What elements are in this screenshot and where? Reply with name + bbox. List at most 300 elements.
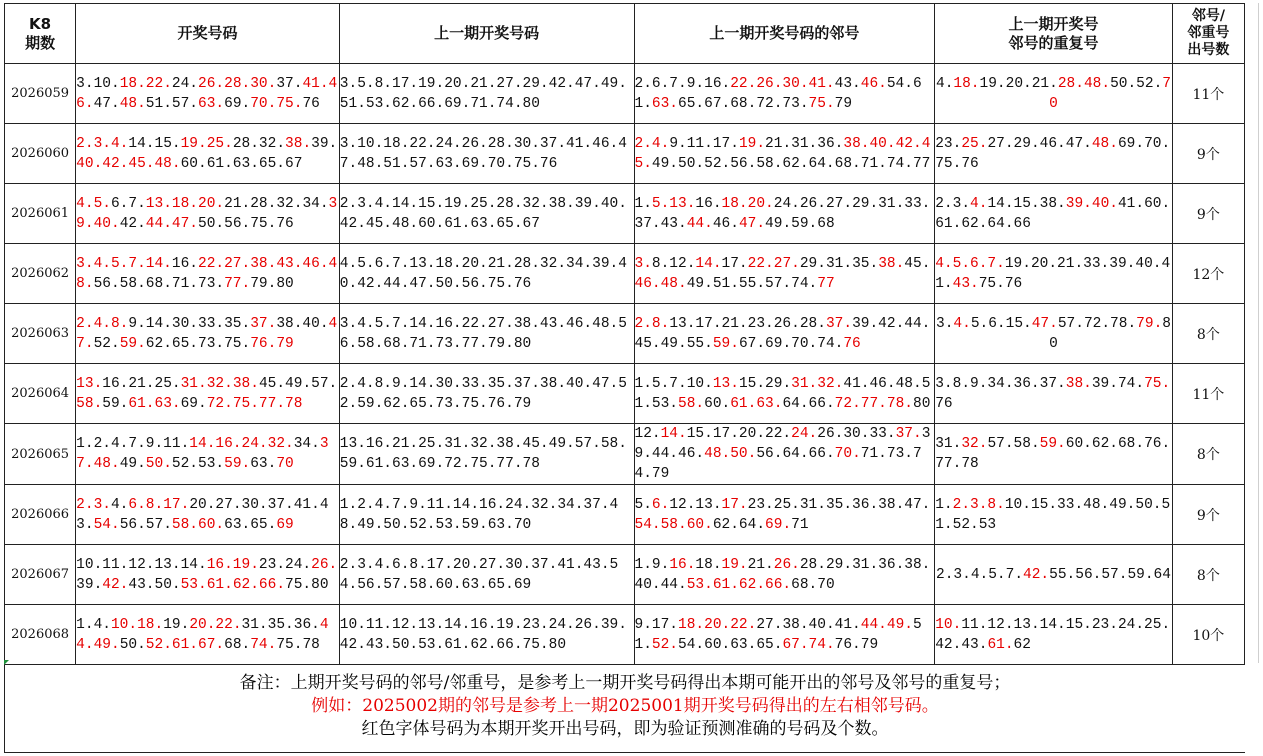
period-cell[interactable]: 2026063 [5, 304, 76, 364]
number: 26.30.33. [817, 426, 896, 442]
hit-number: 59. [224, 456, 251, 472]
number: 59. [102, 395, 129, 412]
hit-number: 76 [843, 335, 861, 352]
cell-corner-marker [4, 660, 9, 665]
hit-number: 31.32.38. [180, 375, 259, 392]
number: 10.11.12.13.14. [76, 556, 207, 573]
hit-number: 48. [1091, 135, 1118, 152]
number: 4. [110, 496, 129, 513]
hit-number: 18. [953, 75, 980, 92]
number: 3. [936, 315, 954, 332]
number: 27.38.40.41. [756, 616, 861, 633]
numbers-cell[interactable] [76, 364, 340, 424]
number: 75.76 [978, 275, 1023, 292]
number: 62.64. [712, 516, 766, 533]
hit-number: 70. [834, 446, 861, 462]
number: 76 [935, 395, 953, 412]
number: 21. [747, 556, 774, 573]
hit-number: 52. [651, 636, 679, 653]
hit-number: 58.60. [171, 516, 225, 533]
header-period[interactable]: K8 期数 [5, 4, 76, 64]
hit-number: 18.22. [119, 75, 172, 92]
number: 24. [171, 75, 199, 92]
header-prev-neighbor-repeats[interactable]: 上一期开奖号 邻号的重复号 [935, 4, 1173, 64]
hit-number: 74. [250, 636, 277, 653]
hit-number: 31.32. [791, 375, 844, 392]
repeats-cell[interactable] [935, 64, 1173, 124]
hit-number: 44. [686, 215, 713, 232]
number: 23.24. [258, 556, 312, 573]
hit-number: 39.40. [1065, 195, 1118, 212]
number: 60. [704, 395, 731, 412]
neighbors-cell[interactable] [634, 424, 935, 485]
number: 37. [276, 75, 303, 92]
count-cell[interactable]: 8个 [1172, 545, 1244, 605]
table-row [5, 184, 1245, 244]
count-cell[interactable]: 11个 [1172, 64, 1244, 124]
hit-number: 58. [76, 395, 103, 412]
number: 75.78 [276, 636, 320, 653]
number: 3.10. [76, 75, 120, 92]
hit-number: 13. [76, 375, 103, 392]
hit-number: 46. [860, 75, 887, 92]
hit-number: 37.48. [76, 436, 329, 472]
number: 49.50.52.56.58.62.64.68.71.74.77 [651, 155, 931, 172]
number: 2.3. [935, 195, 971, 212]
number: 6.7. [110, 195, 146, 212]
hit-number: 47. [1031, 315, 1058, 332]
table-row [5, 424, 1245, 485]
hit-number: 58. [678, 395, 705, 412]
period-cell[interactable]: 2026060 [5, 124, 76, 184]
number: 57.72.78. [1057, 315, 1137, 332]
hit-number: 76.79 [250, 335, 294, 352]
number: 62.65.73.75. [145, 335, 251, 352]
hit-number: 24. [791, 426, 818, 442]
hit-number: 50. [145, 456, 172, 472]
number: 29.31.35. [799, 255, 879, 272]
numbers-cell[interactable] [76, 424, 340, 485]
header-prev-neighbors[interactable]: 上一期开奖号码的邻号 [634, 4, 935, 64]
number: 19.20.21. [979, 75, 1058, 92]
number: 1. [634, 195, 652, 212]
number: 60.61.63.65.67 [180, 155, 303, 172]
hit-number: 46.48. [634, 275, 687, 292]
hit-number: 2.3. [76, 496, 111, 513]
number: 34. [293, 436, 320, 452]
number: 65.67.68.72.73. [678, 95, 809, 112]
hit-number: 48.50. [704, 446, 757, 462]
number: 79 [834, 95, 853, 112]
number: 14.15.38. [987, 195, 1066, 212]
number: 39. [76, 576, 103, 593]
hit-number: 72.75.77.78 [206, 395, 303, 412]
number: 50. [119, 636, 146, 653]
number: 49.51.55.57.74. [686, 275, 818, 292]
number: 28.29.31.36.38.40.44. [634, 556, 931, 593]
hit-number: 38. [878, 255, 905, 272]
hit-number: 14.16. [189, 436, 242, 452]
notes-box[interactable] [4, 663, 1245, 753]
number: 52.53. [171, 456, 225, 472]
count-cell[interactable]: 11个 [1172, 364, 1244, 424]
hit-number: 4. [970, 195, 988, 212]
number: 69. [180, 395, 207, 412]
number: 64.66. [782, 395, 835, 412]
hit-number: 61.63. [128, 395, 181, 412]
number: 49.59.68 [765, 215, 835, 232]
table-row [5, 605, 1245, 665]
hit-number: 48. [119, 95, 146, 112]
note-line-3: 红色字体号码为本期开奖开出号码，即为验证预测准确的号码及个数。 [361, 719, 889, 739]
number: 8.12. [651, 255, 696, 272]
hit-number: 54.58.60. [634, 516, 713, 533]
hit-number: 75. [808, 95, 835, 112]
hit-number: 79. [1136, 315, 1163, 332]
hit-number: 39.40. [76, 195, 338, 232]
count-cell[interactable]: 9个 [1172, 124, 1244, 184]
count-cell[interactable]: 10个 [1172, 605, 1244, 665]
hit-number: 17. [721, 496, 748, 513]
numbers-cell[interactable] [76, 184, 340, 244]
number: 1.5.7.10. [634, 375, 713, 392]
number: 62 [1013, 636, 1031, 653]
number: 1.2.4.7.9.11. [76, 436, 190, 452]
period-cell[interactable]: 2026059 [5, 64, 76, 124]
prev-numbers-cell[interactable]: 4.5.6.7.13.18.20.21.28.32.34.39.40.42.44.47.50.56.75.76 [339, 244, 634, 304]
hit-number: 44.49. [860, 616, 913, 633]
number: 47. [93, 95, 120, 112]
neighbors-cell[interactable] [634, 124, 935, 184]
prev-numbers-cell[interactable]: 10.11.12.13.14.16.19.23.24.26.39.42.43.50.53.61.62.66.75.80 [339, 605, 634, 665]
number: 46. [712, 215, 739, 232]
hit-number: 41.46. [76, 75, 338, 112]
table-row [5, 64, 1245, 124]
number: 19.20.21.33.39.40.41. [935, 255, 1171, 292]
hit-number: 2.3.4. [76, 135, 129, 152]
number: 21.28.32.34. [224, 195, 329, 212]
numbers-cell[interactable] [76, 64, 340, 124]
number: 1.4. [76, 616, 111, 633]
prev-numbers-cell[interactable]: 1.2.4.7.9.11.14.16.24.32.34.37.48.49.50.52.53.59.63.70 [339, 485, 634, 545]
hit-number: 44.49. [76, 616, 329, 653]
number: 28.32. [232, 135, 286, 152]
hit-number: 2.4.8. [76, 315, 129, 332]
hit-number: 37. [895, 426, 922, 442]
hit-number: 16. [669, 556, 696, 573]
hit-number: 75. [1144, 375, 1171, 392]
number: 39.44.46. [634, 426, 931, 462]
number: 27.29.46.47. [987, 135, 1092, 152]
note-line-1: 备注：上期开奖号码的邻号/邻重号，是参考上一期开奖号码得出本期可能开出的邻号及邻号的重复号； [239, 673, 1011, 693]
number: 43.50. [128, 576, 181, 593]
period-cell[interactable]: 2026068 [5, 605, 76, 665]
prev-numbers-cell[interactable]: 13.16.21.25.31.32.38.45.49.57.58.59.61.63.69.72.75.77.78 [339, 424, 634, 485]
number: 1. [935, 496, 953, 513]
number: 3.8.9.34.36.37. [935, 375, 1066, 392]
prev-numbers-cell[interactable]: 3.10.18.22.24.26.28.30.37.41.46.47.48.51.57.63.69.70.75.76 [339, 124, 634, 184]
number: 16.21.25. [102, 375, 181, 392]
hit-number: 3. [634, 255, 652, 272]
number: 50.56.75.76 [198, 215, 294, 232]
repeats-cell[interactable] [935, 184, 1173, 244]
hit-number: 61. [987, 636, 1014, 653]
period-cell[interactable]: 2026065 [5, 424, 76, 485]
hit-number: 59. [119, 335, 146, 352]
header-prev-numbers[interactable]: 上一期开奖号码 [339, 4, 634, 64]
number: 15.29. [738, 375, 792, 392]
hit-number: 5.13. [651, 195, 696, 212]
number: 21.31.36. [765, 135, 844, 152]
number: 67.69.70.74. [738, 335, 844, 352]
hit-number: 6. [651, 496, 670, 513]
number: 69. [224, 95, 251, 112]
neighbors-cell[interactable] [634, 364, 935, 424]
number: 54.61. [634, 75, 922, 112]
hit-number: 77. [224, 275, 251, 292]
hit-number: 10. [935, 616, 962, 633]
hit-number: 37. [825, 315, 853, 332]
prev-numbers-cell[interactable]: 3.5.8.17.19.20.21.27.29.42.47.49.51.53.62.66.69.71.74.80 [339, 64, 634, 124]
hit-number: 59. [712, 335, 739, 352]
number: 45. [904, 255, 931, 272]
period-cell[interactable]: 2026066 [5, 485, 76, 545]
hit-number: 63. [198, 95, 225, 112]
hit-number: 42. [1023, 566, 1050, 583]
number: 14.15. [128, 135, 181, 152]
hit-number: 53.61.62.66. [686, 576, 792, 593]
lottery-table [4, 3, 1245, 665]
number: 69.70.75.76 [935, 135, 1171, 172]
number: 16. [695, 195, 722, 212]
number: 20.27.30.37.41.43. [76, 496, 329, 533]
number: 56.64.66. [756, 446, 835, 462]
hit-number: 13. [712, 375, 739, 392]
repeats-cell[interactable] [935, 364, 1173, 424]
number: 9.17. [634, 616, 679, 633]
hit-number: 38. [1065, 375, 1092, 392]
table-row [5, 124, 1245, 184]
number: 68.70 [791, 576, 835, 593]
hit-number: 13.18.20. [145, 195, 225, 212]
number: 80 [1049, 315, 1171, 352]
hit-number: 26.28.30. [198, 75, 277, 92]
count-cell[interactable]: 9个 [1172, 184, 1244, 244]
neighbors-cell[interactable] [634, 304, 935, 364]
number: 57.58. [987, 436, 1040, 452]
number: 39.42.44.45.49.55. [634, 315, 931, 352]
prev-numbers-cell[interactable]: 2.3.4.14.15.19.25.28.32.38.39.40.42.45.48.60.61.63.65.67 [339, 184, 634, 244]
neighbors-cell[interactable] [634, 244, 935, 304]
hit-number: 22.26.30.41. [730, 75, 835, 92]
number: 54.60.63.65. [678, 636, 783, 653]
prev-numbers-cell[interactable]: 2.4.8.9.14.30.33.35.37.38.40.47.52.59.62.65.73.75.76.79 [339, 364, 634, 424]
hit-number: 26. [773, 556, 800, 573]
header-numbers[interactable]: 开奖号码 [76, 4, 340, 64]
hit-number: 42. [102, 576, 129, 593]
hit-number: 18.20. [721, 195, 774, 212]
table-row [5, 244, 1245, 304]
number: 75.80 [285, 576, 329, 593]
count-cell[interactable]: 12个 [1172, 244, 1244, 304]
hit-number: 37. [250, 315, 277, 332]
neighbors-cell[interactable] [634, 485, 935, 545]
hit-number: 54. [93, 516, 120, 533]
numbers-cell[interactable] [76, 304, 340, 364]
neighbors-cell[interactable] [634, 184, 935, 244]
hit-number: 43. [952, 275, 979, 292]
prev-numbers-cell[interactable]: 3.4.5.7.14.16.22.27.38.43.46.48.56.58.68.71.73.77.79.80 [339, 304, 634, 364]
number: 23. [935, 135, 962, 152]
numbers-cell[interactable] [76, 244, 340, 304]
header-count[interactable]: 邻号/ 邻重号 出号数 [1172, 4, 1244, 64]
number: 41.60.61.62.64.66 [935, 195, 1171, 232]
period-cell[interactable]: 2026067 [5, 545, 76, 605]
repeats-cell[interactable] [935, 545, 1173, 605]
hit-number: 38. [285, 135, 312, 152]
hit-number: 18.20.22. [678, 616, 757, 633]
neighbors-cell[interactable] [634, 605, 935, 665]
hit-number: 59. [1039, 436, 1066, 452]
number: 79.80 [250, 275, 294, 292]
number: 5. [634, 496, 652, 513]
period-cell[interactable]: 2026061 [5, 184, 76, 244]
number: 43. [834, 75, 861, 92]
hit-number: 22.27.38.43.46.48. [76, 255, 338, 292]
numbers-cell[interactable] [76, 124, 340, 184]
number: 13.17.21.23.26.28. [669, 315, 826, 332]
hit-number: 19.25. [180, 135, 233, 152]
hit-number: 19. [738, 135, 766, 152]
hit-number: 22.27. [747, 255, 800, 272]
table-row [5, 545, 1245, 605]
number: 31.35.36. [241, 616, 320, 633]
repeats-cell[interactable] [935, 424, 1173, 485]
hit-number: 4. [953, 315, 971, 332]
number: 56.58.68.71.73. [93, 275, 225, 292]
hit-number: 14. [660, 426, 687, 442]
repeats-cell[interactable] [935, 124, 1173, 184]
hit-number: 44.47. [145, 215, 199, 232]
hit-number: 6.8.17. [128, 496, 190, 513]
numbers-cell[interactable] [76, 605, 340, 665]
neighbors-cell[interactable] [634, 64, 935, 124]
number: 2.6.7.9.16. [634, 75, 731, 92]
number: 38.40. [276, 315, 329, 332]
number: 51. [634, 616, 922, 653]
repeats-cell[interactable] [935, 304, 1173, 364]
number: 23.25.31.35.36.38.47. [747, 496, 931, 513]
number: 52. [93, 335, 120, 352]
hit-number: 69 [276, 516, 294, 533]
neighbors-cell[interactable] [634, 545, 935, 605]
number: 4. [936, 75, 954, 92]
hit-number: 4.5.6.7. [935, 255, 1005, 272]
number: 24.26.27.29.31.33.37.43. [634, 195, 931, 232]
number: 76.79 [834, 636, 879, 653]
count-cell[interactable]: 9个 [1172, 485, 1244, 545]
hit-number: 26. [311, 556, 338, 573]
hit-number: 47. [738, 215, 766, 232]
hit-number: 53.61.62.66. [180, 576, 286, 593]
number: 16. [171, 255, 198, 272]
hit-number: 47. [76, 315, 338, 352]
number: 42. [119, 215, 146, 232]
number: 41.46.48.51.53. [634, 375, 931, 412]
number: 63.65. [224, 516, 277, 533]
repeats-cell[interactable] [935, 605, 1173, 665]
number: 9.11.17. [669, 135, 739, 152]
hit-number: 67.74. [782, 636, 835, 653]
number: 71.73.74.79 [634, 446, 922, 482]
number: 50.52. [1110, 75, 1163, 92]
number: 63. [250, 456, 277, 472]
number: 19. [163, 616, 190, 633]
number: 10.15.33.48.49.50.51.52.53 [935, 496, 1171, 533]
number: 11.12.13.14.15.23.24.25.42.43. [935, 616, 1171, 653]
repeats-cell[interactable] [935, 485, 1173, 545]
hit-number: 20.22. [189, 616, 242, 633]
hit-number: 2.8. [634, 315, 670, 332]
number: 9.14.30.33.35. [128, 315, 251, 332]
period-cell[interactable]: 2026064 [5, 364, 76, 424]
number: 68. [224, 636, 251, 653]
count-cell[interactable]: 8个 [1172, 424, 1244, 485]
number: 71 [791, 516, 809, 533]
numbers-cell[interactable] [76, 545, 340, 605]
hit-number: 14. [695, 255, 722, 272]
number: 15.17.20.22. [686, 426, 792, 442]
prev-numbers-cell[interactable]: 2.3.4.6.8.17.20.27.30.37.41.43.54.56.57.58.60.63.65.69 [339, 545, 634, 605]
hit-number: 61.63. [730, 395, 783, 412]
hit-number: 10.18. [110, 616, 164, 633]
hit-number: 28.48. [1057, 75, 1111, 92]
hit-number: 70.75. [250, 95, 303, 112]
number: 39.74. [1091, 375, 1145, 392]
note-line-2: 例如：2025002期的邻号是参考上一期2025001期开奖号码得出的左右相邻号码。 [311, 696, 939, 716]
hit-number: 69. [765, 516, 792, 533]
sheet-edge-line [1258, 3, 1259, 663]
hit-number: 72.77.78. [834, 395, 913, 412]
number: 45.49.57. [258, 375, 338, 392]
period-cell[interactable]: 2026062 [5, 244, 76, 304]
hit-number: 52.61.67. [145, 636, 225, 653]
repeats-cell[interactable] [935, 244, 1173, 304]
hit-number: 16.19. [206, 556, 259, 573]
table-row [5, 485, 1245, 545]
hit-number: 32. [961, 436, 988, 452]
hit-number: 63. [651, 95, 679, 112]
header-row [5, 4, 1245, 64]
hit-number: 70 [1049, 75, 1171, 112]
hit-number: 70 [276, 456, 294, 472]
hit-number: 19. [721, 556, 748, 573]
number: 12.13. [669, 496, 722, 513]
table-body [5, 64, 1245, 665]
table-row [5, 304, 1245, 364]
hit-number: 24.32. [241, 436, 294, 452]
number: 49. [119, 456, 146, 472]
hit-number: 3.4.5.7.14. [76, 255, 172, 272]
numbers-cell[interactable] [76, 485, 340, 545]
number: 39. [311, 135, 338, 152]
number: 12. [634, 426, 661, 442]
hit-number: 38.40.42.45. [634, 135, 931, 172]
number: 80 [913, 395, 931, 412]
number: 18. [695, 556, 722, 573]
count-cell[interactable]: 8个 [1172, 304, 1244, 364]
number: 17. [721, 255, 748, 272]
